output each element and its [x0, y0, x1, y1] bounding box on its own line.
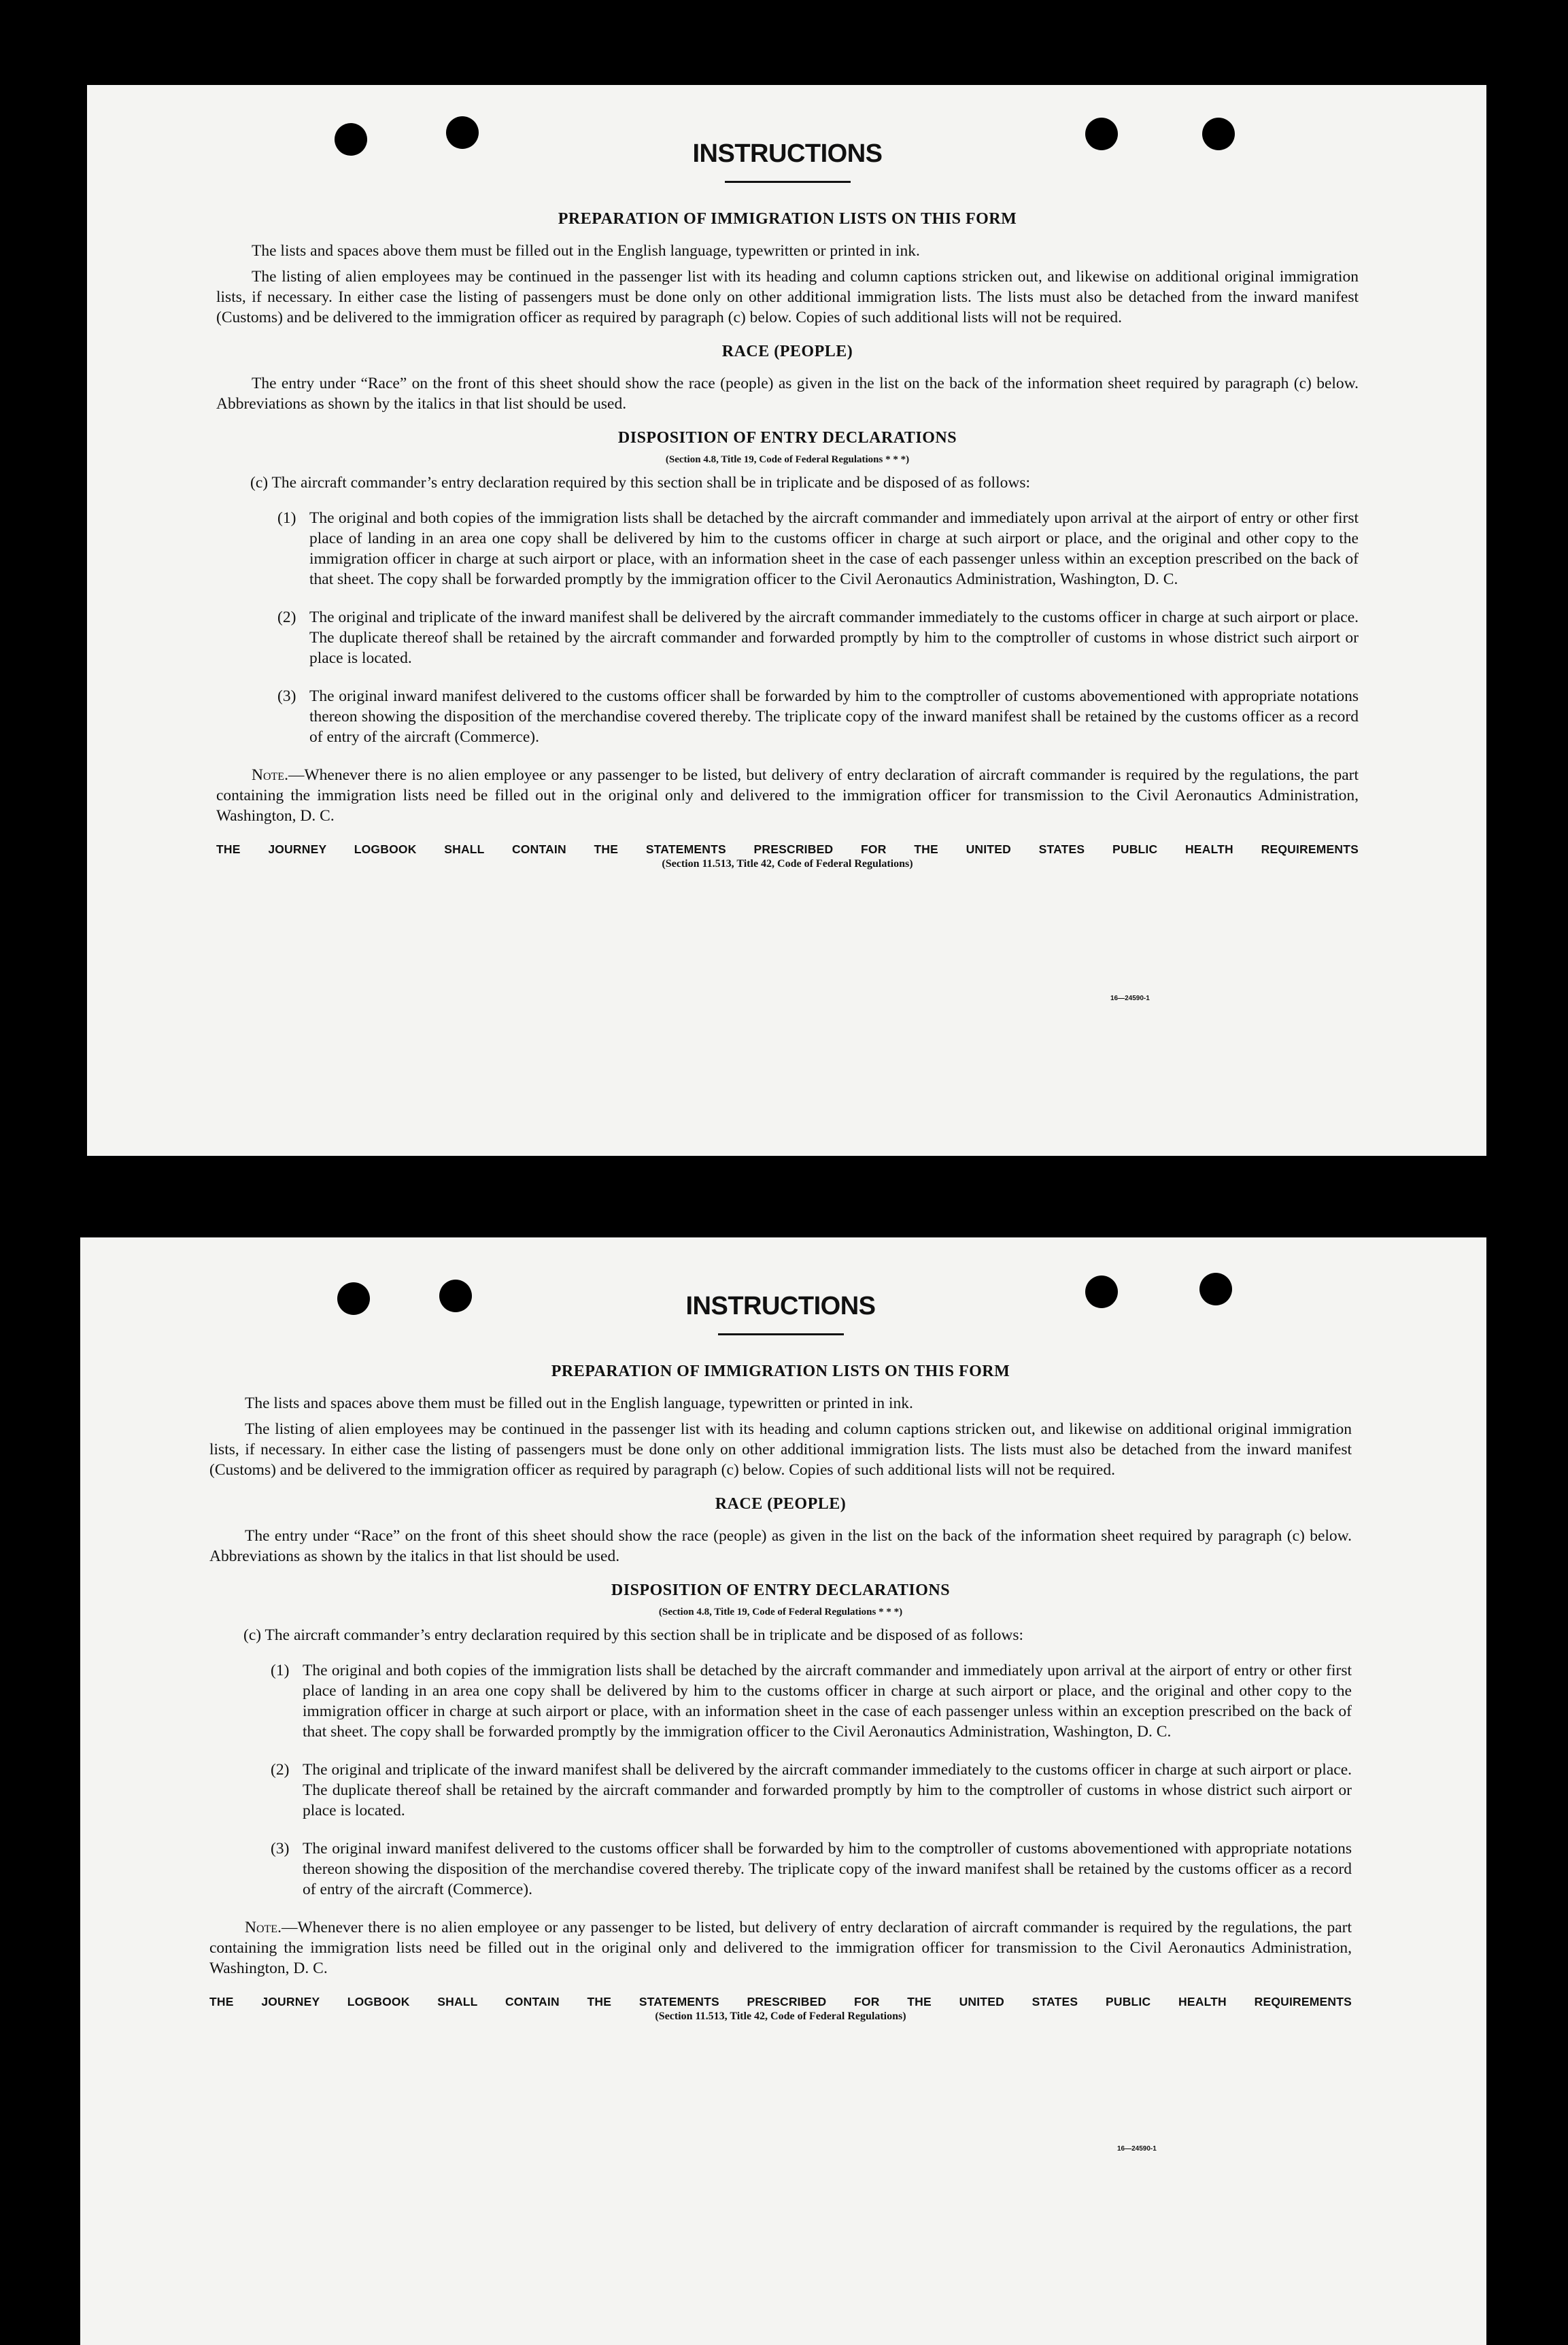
- note-text: —Whenever there is no alien employee or any passenger to be listed, but delivery of entry declaration of aircraft commander is required by the regulations, the part containing the immigration lists need be filled out in the original only and delivered to the immigration officer for transmission to the Civil Aeronautics Administration, Washington, D. C.: [209, 1919, 1352, 1977]
- footer-requirement: THE JOURNEY LOGBOOK SHALL CONTAIN THE STATEMENTS PRESCRIBED FOR THE UNITED STATES PUBLIC HEALTH REQUIREMENTS: [216, 842, 1359, 856]
- list-item-text: The original and triplicate of the inward manifest shall be delivered by the aircraft commander immediately to the customs officer in charge at such airport or place. The duplicate thereof shall be retained by the aircraft commander and forwarded promptly by him to the comptroller of customs in whose district such airport or place is located.: [309, 609, 1359, 667]
- footer-citation: (Section 11.513, Title 42, Code of Federal Regulations): [655, 2010, 906, 2022]
- list-item: [271, 1838, 1352, 1900]
- form-number: 16—24590-1: [1117, 2145, 1157, 2153]
- instruction-sheet-bottom: [80, 1237, 1486, 2345]
- footer-requirement: THE JOURNEY LOGBOOK SHALL CONTAIN THE STATEMENTS PRESCRIBED FOR THE UNITED STATES PUBLIC HEALTH REQUIREMENTS: [209, 1995, 1352, 2008]
- list-item-text: The original inward manifest delivered to the customs officer shall be forwarded by him to the comptroller of customs abovementioned with appropriate notations thereon showing the disposition of the merchandise covered thereby. The triplicate copy of the inward manifest shall be retained by the customs officer as a record of entry of the aircraft (Commerce).: [303, 1840, 1352, 1898]
- note-label: Note.: [252, 766, 288, 784]
- paragraph-prep-2: The listing of alien employees may be continued in the passenger list with its heading and column captions stricken out, and likewise on additional original immigration lists, if necessary. In either case the listing of passengers must be done only on other additional immigration lists. The lists must also be detached from the inward manifest (Customs) and be delivered to the immigration officer as required by paragraph (c) below. Copies of such additional lists will not be required.: [216, 268, 1359, 326]
- section-heading-race: RACE (PEOPLE): [721, 343, 853, 360]
- list-item: [277, 686, 1359, 747]
- footer-citation: (Section 11.513, Title 42, Code of Federal Regulations): [662, 858, 913, 870]
- list-item-text: The original and both copies of the immigration lists shall be detached by the aircraft commander and immediately upon arrival at the airport of entry or other first place of landing in an area one copy shall be delivered by him to the customs officer in charge at such airport or place, and the original and other copy to the immigration officer in charge at such airport or place, with an information sheet in the case of each passenger unless within an exception prescribed on the back of that sheet. The copy shall be forwarded promptly by the immigration officer to the Civil Aeronautics Administration, Washington, D. C.: [309, 509, 1359, 588]
- form-number: 16—24590-1: [1110, 995, 1150, 1002]
- note-text: —Whenever there is no alien employee or any passenger to be listed, but delivery of entry declaration of aircraft commander is required by the regulations, the part containing the immigration lists need be filled out in the original only and delivered to the immigration officer for transmission to the Civil Aeronautics Administration, Washington, D. C.: [216, 766, 1359, 825]
- list-item: [271, 1760, 1352, 1821]
- sheet-content: [216, 139, 1359, 870]
- section-heading-race: RACE (PEOPLE): [715, 1495, 847, 1513]
- paragraph-c: (c) The aircraft commander’s entry declaration required by this section shall be in triplicate and be disposed of as follows:: [250, 474, 1030, 492]
- disposition-list: [277, 508, 1359, 747]
- note-paragraph: [216, 765, 1359, 826]
- list-item: [271, 1660, 1352, 1742]
- list-item: [277, 607, 1359, 668]
- section-heading-preparation: PREPARATION OF IMMIGRATION LISTS ON THIS FORM: [558, 210, 1017, 228]
- paragraph-prep-2: The listing of alien employees may be continued in the passenger list with its heading and column captions stricken out, and likewise on additional original immigration lists, if necessary. In either case the listing of passengers must be done only on other additional immigration lists. The lists must also be detached from the inward manifest (Customs) and be delivered to the immigration officer as required by paragraph (c) below. Copies of such additional lists will not be required.: [209, 1420, 1352, 1479]
- instruction-sheet-top: [87, 85, 1486, 1156]
- list-item-number: (2): [271, 1761, 290, 1779]
- section-citation: (Section 4.8, Title 19, Code of Federal Regulations * * *): [665, 454, 910, 465]
- list-item-number: (1): [271, 1662, 290, 1679]
- list-item-number: (3): [271, 1840, 290, 1858]
- sheet-content: [209, 1292, 1352, 2023]
- paragraph-c: (c) The aircraft commander’s entry declaration required by this section shall be in triplicate and be disposed of as follows:: [243, 1626, 1023, 1644]
- section-heading-preparation: PREPARATION OF IMMIGRATION LISTS ON THIS FORM: [551, 1363, 1010, 1380]
- section-citation: (Section 4.8, Title 19, Code of Federal Regulations * * *): [658, 1607, 903, 1617]
- page-title: INSTRUCTIONS: [692, 139, 883, 168]
- list-item: [277, 508, 1359, 589]
- section-heading-disposition: DISPOSITION OF ENTRY DECLARATIONS: [617, 429, 957, 447]
- section-heading-disposition: DISPOSITION OF ENTRY DECLARATIONS: [611, 1581, 951, 1599]
- paragraph-prep-1: The lists and spaces above them must be filled out in the English language, typewritten or printed in ink.: [245, 1394, 913, 1412]
- list-item-number: (2): [277, 609, 296, 626]
- list-item-text: The original and triplicate of the inward manifest shall be delivered by the aircraft commander immediately to the customs officer in charge at such airport or place. The duplicate thereof shall be retained by the aircraft commander and forwarded promptly by him to the comptroller of customs in whose district such airport or place is located.: [303, 1761, 1352, 1819]
- note-label: Note.: [245, 1919, 282, 1936]
- title-underline: [725, 181, 851, 183]
- list-item-text: The original inward manifest delivered to the customs officer shall be forwarded by him to the comptroller of customs abovementioned with appropriate notations thereon showing the disposition of the merchandise covered thereby. The triplicate copy of the inward manifest shall be retained by the customs officer as a record of entry of the aircraft (Commerce).: [309, 687, 1359, 746]
- title-underline: [718, 1333, 844, 1335]
- list-item-number: (1): [277, 509, 296, 527]
- page-title: INSTRUCTIONS: [685, 1292, 876, 1320]
- paragraph-race: The entry under “Race” on the front of this sheet should show the race (people) as given in the list on the back of the information sheet required by paragraph (c) below. Abbreviations as shown by the italics in that list should be used.: [209, 1527, 1352, 1565]
- list-item-text: The original and both copies of the immigration lists shall be detached by the aircraft commander and immediately upon arrival at the airport of entry or other first place of landing in an area one copy shall be delivered by him to the customs officer in charge at such airport or place, and the original and other copy to the immigration officer in charge at such airport or place, with an information sheet in the case of each passenger unless within an exception prescribed on the back of that sheet. The copy shall be forwarded promptly by the immigration officer to the Civil Aeronautics Administration, Washington, D. C.: [303, 1662, 1352, 1741]
- note-paragraph: [209, 1917, 1352, 1979]
- paragraph-prep-1: The lists and spaces above them must be filled out in the English language, typewritten or printed in ink.: [252, 242, 920, 260]
- list-item-number: (3): [277, 687, 296, 705]
- disposition-list: [271, 1660, 1352, 1900]
- paragraph-race: The entry under “Race” on the front of this sheet should show the race (people) as given in the list on the back of the information sheet required by paragraph (c) below. Abbreviations as shown by the italics in that list should be used.: [216, 375, 1359, 413]
